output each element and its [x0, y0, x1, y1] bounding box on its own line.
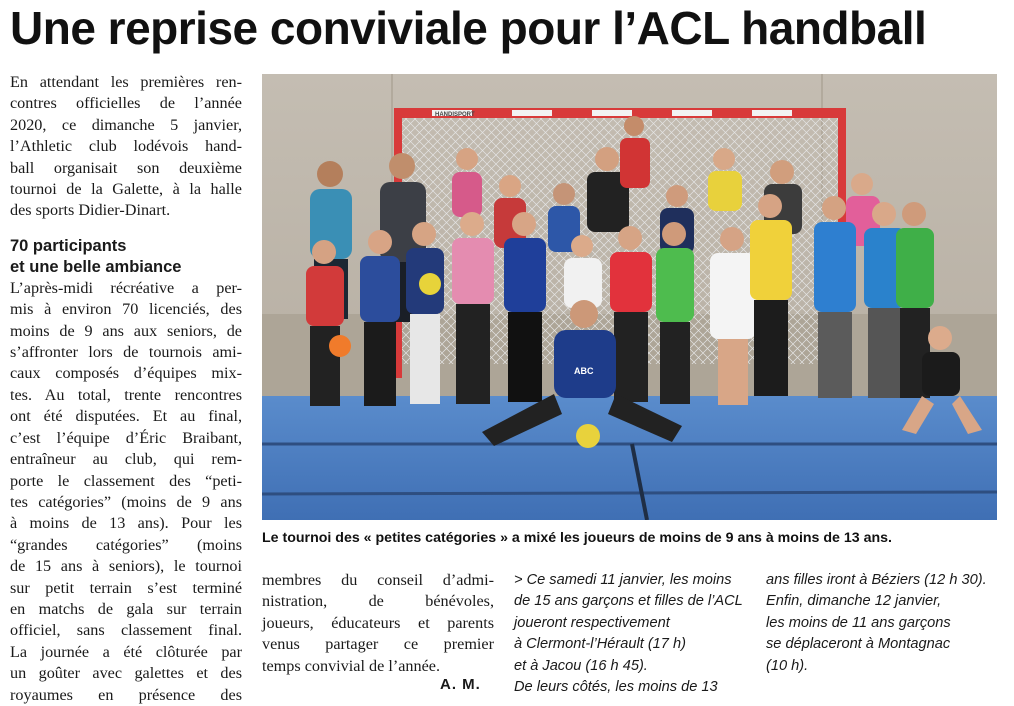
text-line: ball organisait son deuxième [10, 158, 242, 177]
text-line: de 15 ans à seniors), le tournoi [10, 557, 242, 576]
info-line: De leurs côtés, les moins de 13 [514, 679, 718, 696]
info-line: de 15 ans garçons et filles de l’ACL [514, 593, 743, 610]
subheading [10, 236, 242, 278]
text-line: “grandes catégories” (moins [10, 535, 242, 554]
text-line: caux composés d’équipes mix- [10, 364, 242, 383]
info-line: à Clermont-l’Hérault (17 h) [514, 636, 686, 653]
photo-caption: Le tournoi des « petites catégories » a mixé les joueurs de moins de 9 ans à moins de 13 ans. [262, 530, 892, 546]
info-line: > Ce samedi 11 janvier, les moins [514, 572, 732, 588]
text-line: tes. Au total, trente rencontres [10, 385, 242, 404]
text-line: L’après-midi récréative a per- [10, 278, 242, 297]
info-line: se déplaceront à Montagnac [766, 636, 951, 653]
text-line: officiel, sans classement final. [10, 621, 242, 640]
text-line: mis à environ 70 licenciés, des [10, 300, 242, 319]
text-line: s’affronter lors de tournois ami- [10, 343, 242, 362]
subheading-line: et une belle ambiance [10, 257, 182, 276]
text-line: en matchs de gala sur terrain [10, 599, 242, 618]
subheading-line: 70 participants [10, 236, 127, 255]
text-line: entraîneur au club, qui rem- [10, 450, 242, 469]
text-line: La journée a été clôturée par [10, 642, 242, 661]
intro-paragraph [10, 72, 242, 222]
info-column-1 [514, 570, 754, 698]
text-line: l’Athletic club lodévois hand- [10, 137, 242, 156]
text-line: porte le classement des “peti- [10, 471, 242, 490]
text-line: royaumes en présence des [10, 685, 242, 704]
text-line: sur petit terrain s’est terminé [10, 578, 242, 597]
text-line: temps convivial de l’année. [262, 656, 440, 675]
text-line: joueurs, éducateurs et parents [262, 613, 494, 632]
text-line: moins de 9 ans aux seniors, de [10, 321, 242, 340]
goal-banner-text: HANDISPORT [435, 112, 475, 118]
text-line: des sports Didier-Dinart. [10, 201, 171, 220]
text-line: ont été disputées. Et au final, [10, 407, 242, 426]
info-line: ans filles iront à Béziers (12 h 30). [766, 572, 987, 588]
info-line: et à Jacou (16 h 45). [514, 657, 648, 674]
author-signature: A. M. [440, 676, 481, 693]
text-line: nistration, de bénévoles, [262, 592, 494, 611]
team-photo [262, 74, 997, 520]
text-line: contres officielles de l’année [10, 94, 242, 113]
text-line: tes catégories” (moins de 9 ans [10, 492, 242, 511]
text-line: c’est l’équipe d’Éric Braibant, [10, 428, 242, 447]
text-line: membres du conseil d’admi- [262, 571, 494, 589]
info-column-2 [766, 570, 1010, 677]
text-line: tournoi de la Galette, à la halle [10, 180, 242, 199]
body-paragraph [10, 278, 242, 706]
jersey-text: ABC [574, 366, 594, 376]
info-line: joueront respectivement [514, 614, 670, 631]
text-line: venus partager ce premier [262, 635, 494, 654]
text-line: à moins de 13 ans). Pour les [10, 514, 242, 533]
info-line: les moins de 11 ans garçons [766, 614, 951, 631]
info-line: (10 h). [766, 657, 809, 674]
text-line: 2020, ce dimanche 5 janvier, [10, 115, 242, 134]
middle-column [262, 570, 494, 677]
text-line: En attendant les premières ren- [10, 73, 242, 91]
text-line: un goûter avec galettes et des [10, 664, 242, 683]
article-headline: Une reprise conviviale pour l’ACL handball [10, 2, 927, 54]
left-column [10, 72, 242, 706]
info-line: Enfin, dimanche 12 janvier, [766, 593, 942, 610]
